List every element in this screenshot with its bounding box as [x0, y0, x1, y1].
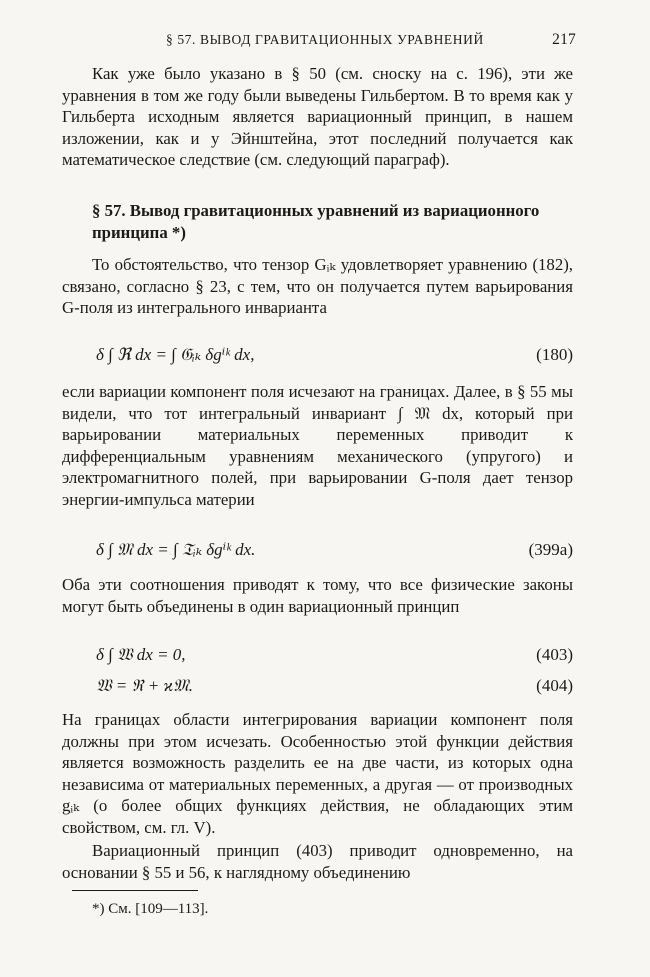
equation-399a	[62, 540, 573, 566]
paragraph-text: Вариационный принцип (403) приводит одновременно, на основании § 55 и 56, к наглядному объединению	[62, 841, 573, 882]
footnote-divider	[72, 890, 198, 891]
paragraph-text: На границах области интегрирования вариации компонент поля должны при этом исчезать. Особенностью этой функции действия является возможность разделить ее на две части, из которых одна независима от материальных переменных, а другая — от производных gᵢₖ (о более общих функциях действия, не обладающих этим свойством, см. гл. V).	[62, 710, 573, 837]
paragraph-text: если вариации компонент поля исчезают на границах. Далее, в § 55 мы видели, что тот интегральный инвариант ∫ 𝔐 dx, который при варьировании материальных переменных приводит к дифференциальным уравнениям механического (упругого) и электромагнитного полей, при варьировании G-поля дает тензор энергии-импульса материи	[62, 382, 573, 509]
equation-404	[62, 676, 573, 702]
paragraph-text: Как уже было указано в § 50 (см. сноску на с. 196), эти же уравнения в том же году были выведены Гильбертом. В то время как у Гильберта исходным является вариационный принцип, в нашем изложении, как и у Эйнштейна, этот последний получается как математическое следствие (см. следующий параграф).	[62, 64, 573, 170]
equation-number: (404)	[536, 676, 573, 695]
section-heading: § 57. Вывод гравитационных уравнений из вариационного принципа *)	[92, 201, 540, 242]
footnote: *) См. [109—113].	[92, 901, 209, 917]
equation-number: (403)	[536, 645, 573, 664]
paragraph-intro	[62, 63, 573, 171]
paragraph-text: То обстоятельство, что тензор Gᵢₖ удовлетворяет уравнению (182), связано, согласно § 23, с тем, что он получается путем варьирования G-поля из интегрального инварианта	[62, 255, 573, 318]
paragraph-text: Оба эти соотношения приводят к тому, что все физические законы могут быть объединены в один вариационный принцип	[62, 575, 573, 616]
page-number: 217	[552, 31, 576, 48]
equation-180	[62, 345, 573, 371]
equation-number: (180)	[536, 345, 573, 364]
paragraph-tensor	[62, 254, 573, 319]
equation-formula: δ ∫ 𝔚 dx = 0,	[96, 645, 186, 664]
paragraph-unification	[62, 574, 573, 617]
paragraph-principle	[62, 840, 573, 883]
paragraph-variation	[62, 381, 573, 511]
equation-formula: δ ∫ ℜ dx = ∫ 𝔊ᵢₖ δgⁱᵏ dx,	[96, 345, 255, 364]
equation-formula: 𝔚 = ℜ + ϰ𝔐.	[96, 676, 193, 695]
paragraph-boundary	[62, 709, 573, 839]
equation-403	[62, 645, 573, 671]
running-title: § 57. ВЫВОД ГРАВИТАЦИОННЫХ УРАВНЕНИЙ	[166, 32, 484, 47]
equation-number: (399a)	[528, 540, 573, 559]
equation-formula: δ ∫ 𝔐 dx = ∫ 𝔗ᵢₖ δgⁱᵏ dx.	[96, 540, 256, 559]
